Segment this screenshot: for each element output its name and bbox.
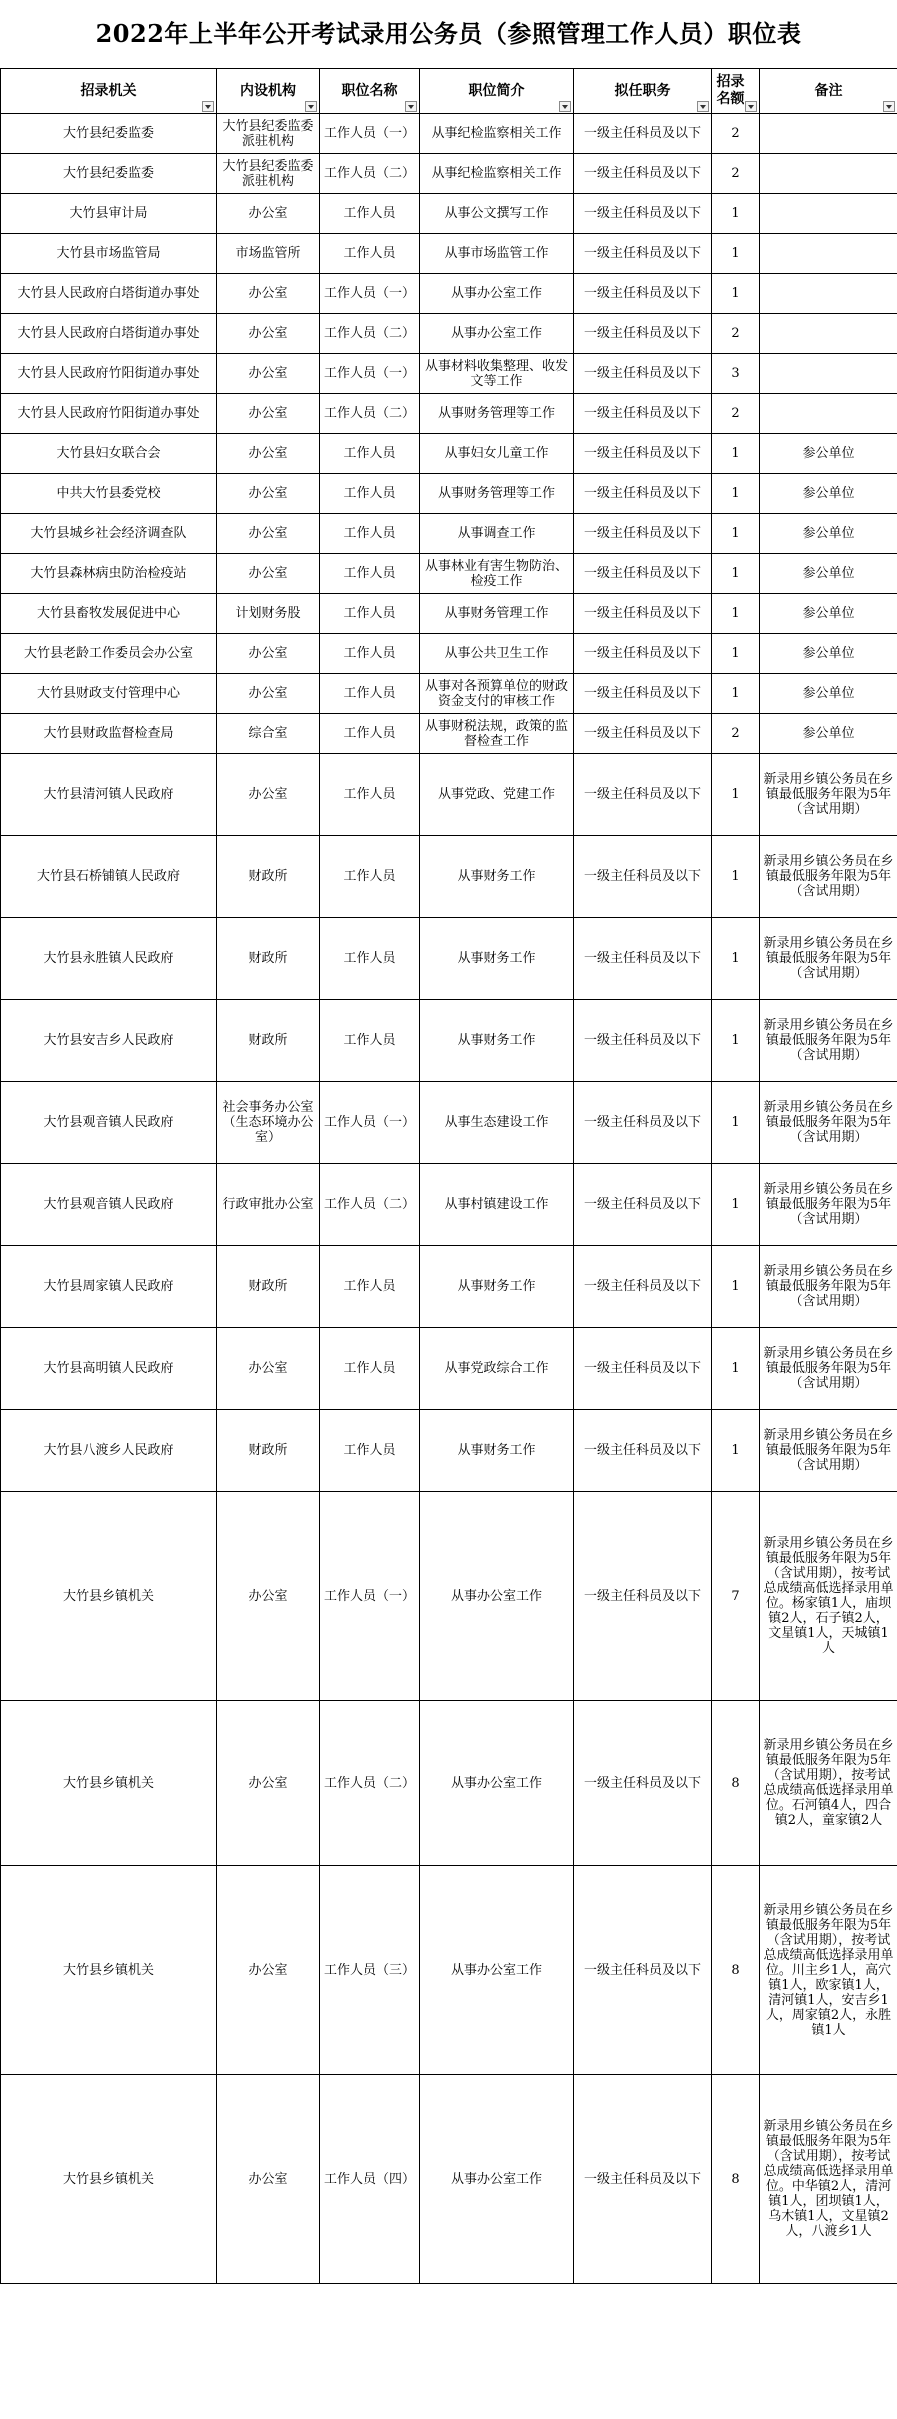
cell-dept: 财政所 bbox=[217, 918, 320, 1000]
cell-rank: 一级主任科员及以下 bbox=[574, 114, 712, 154]
cell-count: 1 bbox=[712, 514, 760, 554]
cell-count: 1 bbox=[712, 1246, 760, 1328]
cell-count: 1 bbox=[712, 194, 760, 234]
cell-dept: 办公室 bbox=[217, 274, 320, 314]
cell-agency: 大竹县人民政府白塔街道办事处 bbox=[1, 274, 217, 314]
cell-dept: 计划财务股 bbox=[217, 594, 320, 634]
table-row bbox=[1, 634, 897, 674]
table-row bbox=[1, 314, 897, 354]
cell-dept: 办公室 bbox=[217, 554, 320, 594]
cell-count: 1 bbox=[712, 474, 760, 514]
cell-desc: 从事财务管理等工作 bbox=[420, 474, 574, 514]
cell-rank: 一级主任科员及以下 bbox=[574, 918, 712, 1000]
cell-remarks: 参公单位 bbox=[760, 474, 897, 514]
cell-agency: 大竹县城乡社会经济调查队 bbox=[1, 514, 217, 554]
cell-position: 工作人员 bbox=[320, 594, 420, 634]
cell-rank: 一级主任科员及以下 bbox=[574, 1246, 712, 1328]
cell-position: 工作人员（一） bbox=[320, 114, 420, 154]
cell-rank: 一级主任科员及以下 bbox=[574, 1000, 712, 1082]
table-row bbox=[1, 1410, 897, 1492]
cell-dept: 办公室 bbox=[217, 754, 320, 836]
cell-rank: 一级主任科员及以下 bbox=[574, 754, 712, 836]
table-row bbox=[1, 474, 897, 514]
cell-dept: 财政所 bbox=[217, 836, 320, 918]
table-row bbox=[1, 1082, 897, 1164]
table-row bbox=[1, 114, 897, 154]
cell-dept: 办公室 bbox=[217, 434, 320, 474]
cell-position: 工作人员 bbox=[320, 836, 420, 918]
cell-count: 1 bbox=[712, 918, 760, 1000]
cell-position: 工作人员（一） bbox=[320, 1082, 420, 1164]
cell-agency: 大竹县石桥铺镇人民政府 bbox=[1, 836, 217, 918]
cell-desc: 从事办公室工作 bbox=[420, 1492, 574, 1701]
cell-position: 工作人员 bbox=[320, 918, 420, 1000]
cell-dept: 办公室 bbox=[217, 2075, 320, 2284]
cell-desc: 从事市场监管工作 bbox=[420, 234, 574, 274]
cell-remarks bbox=[760, 114, 897, 154]
cell-dept: 财政所 bbox=[217, 1246, 320, 1328]
cell-desc: 从事财务管理工作 bbox=[420, 594, 574, 634]
cell-desc: 从事办公室工作 bbox=[420, 1701, 574, 1866]
cell-agency: 大竹县清河镇人民政府 bbox=[1, 754, 217, 836]
cell-desc: 从事调查工作 bbox=[420, 514, 574, 554]
header-count[interactable]: 招录名额 bbox=[712, 69, 760, 114]
cell-remarks: 新录用乡镇公务员在乡镇最低服务年限为5年（含试用期） bbox=[760, 1164, 897, 1246]
cell-count: 1 bbox=[712, 1410, 760, 1492]
cell-dept: 财政所 bbox=[217, 1000, 320, 1082]
cell-desc: 从事党政综合工作 bbox=[420, 1328, 574, 1410]
cell-agency: 大竹县八渡乡人民政府 bbox=[1, 1410, 217, 1492]
cell-rank: 一级主任科员及以下 bbox=[574, 1701, 712, 1866]
cell-dept: 办公室 bbox=[217, 1701, 320, 1866]
cell-desc: 从事公文撰写工作 bbox=[420, 194, 574, 234]
table-row bbox=[1, 1246, 897, 1328]
cell-dept: 社会事务办公室（生态环境办公室） bbox=[217, 1082, 320, 1164]
cell-position: 工作人员（一） bbox=[320, 354, 420, 394]
cell-count: 2 bbox=[712, 714, 760, 754]
cell-count: 7 bbox=[712, 1492, 760, 1701]
cell-agency: 大竹县财政支付管理中心 bbox=[1, 674, 217, 714]
cell-rank: 一级主任科员及以下 bbox=[574, 674, 712, 714]
cell-remarks: 新录用乡镇公务员在乡镇最低服务年限为5年（含试用期） bbox=[760, 1246, 897, 1328]
table-row bbox=[1, 754, 897, 836]
cell-dept: 办公室 bbox=[217, 474, 320, 514]
cell-count: 2 bbox=[712, 154, 760, 194]
dropdown-filter-icon[interactable] bbox=[559, 101, 571, 112]
cell-dept: 办公室 bbox=[217, 1866, 320, 2075]
cell-agency: 大竹县周家镇人民政府 bbox=[1, 1246, 217, 1328]
table-row bbox=[1, 434, 897, 474]
cell-count: 1 bbox=[712, 754, 760, 836]
cell-agency: 大竹县审计局 bbox=[1, 194, 217, 234]
cell-count: 2 bbox=[712, 114, 760, 154]
cell-position: 工作人员（四） bbox=[320, 2075, 420, 2284]
cell-dept: 行政审批办公室 bbox=[217, 1164, 320, 1246]
header-dept[interactable]: 内设机构 bbox=[217, 69, 320, 114]
positions-table bbox=[0, 68, 897, 2284]
cell-remarks: 新录用乡镇公务员在乡镇最低服务年限为5年（含试用期） bbox=[760, 836, 897, 918]
cell-count: 1 bbox=[712, 594, 760, 634]
cell-count: 1 bbox=[712, 274, 760, 314]
cell-count: 8 bbox=[712, 1866, 760, 2075]
cell-rank: 一级主任科员及以下 bbox=[574, 274, 712, 314]
dropdown-filter-icon[interactable] bbox=[202, 101, 214, 112]
cell-rank: 一级主任科员及以下 bbox=[574, 594, 712, 634]
cell-count: 1 bbox=[712, 836, 760, 918]
cell-rank: 一级主任科员及以下 bbox=[574, 2075, 712, 2284]
dropdown-filter-icon[interactable] bbox=[305, 101, 317, 112]
table-row bbox=[1, 194, 897, 234]
cell-dept: 办公室 bbox=[217, 354, 320, 394]
cell-desc: 从事生态建设工作 bbox=[420, 1082, 574, 1164]
cell-dept: 办公室 bbox=[217, 514, 320, 554]
cell-desc: 从事妇女儿童工作 bbox=[420, 434, 574, 474]
cell-remarks: 参公单位 bbox=[760, 514, 897, 554]
cell-count: 1 bbox=[712, 434, 760, 474]
table-row bbox=[1, 354, 897, 394]
table-row bbox=[1, 154, 897, 194]
page-title: 2022年上半年公开考试录用公务员（参照管理工作人员）职位表 bbox=[95, 19, 802, 48]
table-header-row bbox=[1, 69, 897, 114]
cell-count: 1 bbox=[712, 234, 760, 274]
cell-agency: 大竹县乡镇机关 bbox=[1, 1701, 217, 1866]
cell-count: 3 bbox=[712, 354, 760, 394]
header-agency[interactable]: 招录机关 bbox=[1, 69, 217, 114]
cell-position: 工作人员（二） bbox=[320, 394, 420, 434]
cell-desc: 从事财税法规，政策的监督检查工作 bbox=[420, 714, 574, 754]
table-row bbox=[1, 394, 897, 434]
cell-position: 工作人员（一） bbox=[320, 1492, 420, 1701]
cell-agency: 大竹县人民政府竹阳街道办事处 bbox=[1, 354, 217, 394]
cell-remarks: 参公单位 bbox=[760, 434, 897, 474]
cell-position: 工作人员 bbox=[320, 1000, 420, 1082]
cell-agency: 中共大竹县委党校 bbox=[1, 474, 217, 514]
table-row bbox=[1, 918, 897, 1000]
cell-desc: 从事对各预算单位的财政资金支付的审核工作 bbox=[420, 674, 574, 714]
cell-position: 工作人员 bbox=[320, 434, 420, 474]
table-row bbox=[1, 274, 897, 314]
cell-desc: 从事纪检监察相关工作 bbox=[420, 154, 574, 194]
cell-remarks: 新录用乡镇公务员在乡镇最低服务年限为5年（含试用期），按考试总成绩高低选择录用单位。中华镇2人，清河镇1人，团坝镇1人，乌木镇1人，文星镇2人，八渡乡1人 bbox=[760, 2075, 897, 2284]
dropdown-filter-icon[interactable] bbox=[405, 101, 417, 112]
cell-remarks: 新录用乡镇公务员在乡镇最低服务年限为5年（含试用期） bbox=[760, 1000, 897, 1082]
cell-position: 工作人员 bbox=[320, 674, 420, 714]
cell-rank: 一级主任科员及以下 bbox=[574, 434, 712, 474]
cell-desc: 从事办公室工作 bbox=[420, 314, 574, 354]
cell-desc: 从事公共卫生工作 bbox=[420, 634, 574, 674]
table-row bbox=[1, 1328, 897, 1410]
table-row bbox=[1, 674, 897, 714]
cell-desc: 从事财务工作 bbox=[420, 1246, 574, 1328]
cell-rank: 一级主任科员及以下 bbox=[574, 1866, 712, 2075]
cell-remarks: 新录用乡镇公务员在乡镇最低服务年限为5年（含试用期） bbox=[760, 1082, 897, 1164]
table-row bbox=[1, 554, 897, 594]
cell-dept: 办公室 bbox=[217, 394, 320, 434]
cell-count: 1 bbox=[712, 1164, 760, 1246]
cell-count: 1 bbox=[712, 1082, 760, 1164]
cell-agency: 大竹县纪委监委 bbox=[1, 154, 217, 194]
cell-remarks: 参公单位 bbox=[760, 714, 897, 754]
cell-desc: 从事纪检监察相关工作 bbox=[420, 114, 574, 154]
cell-dept: 办公室 bbox=[217, 634, 320, 674]
cell-remarks: 参公单位 bbox=[760, 634, 897, 674]
cell-remarks: 新录用乡镇公务员在乡镇最低服务年限为5年（含试用期） bbox=[760, 918, 897, 1000]
cell-remarks: 新录用乡镇公务员在乡镇最低服务年限为5年（含试用期），按考试总成绩高低选择录用单位。杨家镇1人，庙坝镇2人，石子镇2人，文星镇1人，天城镇1人 bbox=[760, 1492, 897, 1701]
cell-rank: 一级主任科员及以下 bbox=[574, 394, 712, 434]
cell-agency: 大竹县市场监管局 bbox=[1, 234, 217, 274]
cell-desc: 从事财务工作 bbox=[420, 1000, 574, 1082]
table-row bbox=[1, 714, 897, 754]
cell-remarks bbox=[760, 154, 897, 194]
cell-remarks bbox=[760, 194, 897, 234]
cell-position: 工作人员 bbox=[320, 194, 420, 234]
cell-desc: 从事办公室工作 bbox=[420, 1866, 574, 2075]
cell-rank: 一级主任科员及以下 bbox=[574, 354, 712, 394]
cell-count: 1 bbox=[712, 674, 760, 714]
cell-agency: 大竹县妇女联合会 bbox=[1, 434, 217, 474]
table-row bbox=[1, 234, 897, 274]
cell-rank: 一级主任科员及以下 bbox=[574, 314, 712, 354]
cell-dept: 办公室 bbox=[217, 314, 320, 354]
cell-position: 工作人员 bbox=[320, 554, 420, 594]
cell-agency: 大竹县高明镇人民政府 bbox=[1, 1328, 217, 1410]
cell-rank: 一级主任科员及以下 bbox=[574, 1082, 712, 1164]
cell-desc: 从事办公室工作 bbox=[420, 2075, 574, 2284]
cell-desc: 从事办公室工作 bbox=[420, 274, 574, 314]
cell-count: 2 bbox=[712, 394, 760, 434]
cell-remarks bbox=[760, 354, 897, 394]
cell-position: 工作人员 bbox=[320, 1410, 420, 1492]
cell-position: 工作人员 bbox=[320, 754, 420, 836]
cell-desc: 从事财务工作 bbox=[420, 836, 574, 918]
cell-rank: 一级主任科员及以下 bbox=[574, 1164, 712, 1246]
cell-remarks: 新录用乡镇公务员在乡镇最低服务年限为5年（含试用期） bbox=[760, 1328, 897, 1410]
table-row bbox=[1, 1866, 897, 2075]
cell-count: 8 bbox=[712, 1701, 760, 1866]
cell-desc: 从事材料收集整理、收发文等工作 bbox=[420, 354, 574, 394]
dropdown-filter-icon[interactable] bbox=[697, 101, 709, 112]
cell-position: 工作人员（二） bbox=[320, 314, 420, 354]
cell-agency: 大竹县乡镇机关 bbox=[1, 1866, 217, 2075]
cell-agency: 大竹县财政监督检查局 bbox=[1, 714, 217, 754]
table-row bbox=[1, 1492, 897, 1701]
table-row bbox=[1, 1701, 897, 1866]
cell-position: 工作人员 bbox=[320, 1246, 420, 1328]
cell-rank: 一级主任科员及以下 bbox=[574, 836, 712, 918]
table-row bbox=[1, 1164, 897, 1246]
cell-dept: 大竹县纪委监委派驻机构 bbox=[217, 114, 320, 154]
cell-rank: 一级主任科员及以下 bbox=[574, 634, 712, 674]
cell-dept: 办公室 bbox=[217, 1328, 320, 1410]
cell-count: 1 bbox=[712, 554, 760, 594]
cell-position: 工作人员 bbox=[320, 234, 420, 274]
cell-rank: 一级主任科员及以下 bbox=[574, 1410, 712, 1492]
cell-remarks: 新录用乡镇公务员在乡镇最低服务年限为5年（含试用期），按考试总成绩高低选择录用单位。石河镇4人，四合镇2人，童家镇2人 bbox=[760, 1701, 897, 1866]
cell-desc: 从事财务管理等工作 bbox=[420, 394, 574, 434]
cell-desc: 从事林业有害生物防治、检疫工作 bbox=[420, 554, 574, 594]
cell-count: 8 bbox=[712, 2075, 760, 2284]
cell-position: 工作人员 bbox=[320, 514, 420, 554]
cell-position: 工作人员 bbox=[320, 714, 420, 754]
cell-agency: 大竹县森林病虫防治检疫站 bbox=[1, 554, 217, 594]
cell-remarks: 参公单位 bbox=[760, 554, 897, 594]
cell-remarks: 新录用乡镇公务员在乡镇最低服务年限为5年（含试用期） bbox=[760, 754, 897, 836]
cell-position: 工作人员 bbox=[320, 474, 420, 514]
cell-remarks bbox=[760, 274, 897, 314]
cell-agency: 大竹县安吉乡人民政府 bbox=[1, 1000, 217, 1082]
cell-remarks: 参公单位 bbox=[760, 594, 897, 634]
cell-remarks bbox=[760, 394, 897, 434]
cell-position: 工作人员（三） bbox=[320, 1866, 420, 2075]
cell-desc: 从事村镇建设工作 bbox=[420, 1164, 574, 1246]
cell-rank: 一级主任科员及以下 bbox=[574, 234, 712, 274]
cell-dept: 市场监管所 bbox=[217, 234, 320, 274]
header-remarks[interactable]: 备注 bbox=[760, 69, 897, 114]
cell-count: 1 bbox=[712, 1000, 760, 1082]
header-rank[interactable]: 拟任职务 bbox=[574, 69, 712, 114]
cell-rank: 一级主任科员及以下 bbox=[574, 554, 712, 594]
cell-rank: 一级主任科员及以下 bbox=[574, 474, 712, 514]
cell-dept: 办公室 bbox=[217, 1492, 320, 1701]
cell-count: 1 bbox=[712, 634, 760, 674]
cell-position: 工作人员 bbox=[320, 1328, 420, 1410]
dropdown-filter-icon[interactable] bbox=[883, 101, 895, 112]
cell-agency: 大竹县观音镇人民政府 bbox=[1, 1164, 217, 1246]
cell-position: 工作人员（一） bbox=[320, 274, 420, 314]
header-position[interactable]: 职位名称 bbox=[320, 69, 420, 114]
cell-remarks: 参公单位 bbox=[760, 674, 897, 714]
cell-agency: 大竹县人民政府竹阳街道办事处 bbox=[1, 394, 217, 434]
table-row bbox=[1, 514, 897, 554]
cell-agency: 大竹县畜牧发展促进中心 bbox=[1, 594, 217, 634]
cell-desc: 从事党政、党建工作 bbox=[420, 754, 574, 836]
cell-position: 工作人员（二） bbox=[320, 154, 420, 194]
cell-desc: 从事财务工作 bbox=[420, 1410, 574, 1492]
table-row bbox=[1, 594, 897, 634]
cell-dept: 办公室 bbox=[217, 194, 320, 234]
cell-agency: 大竹县人民政府白塔街道办事处 bbox=[1, 314, 217, 354]
dropdown-filter-icon[interactable] bbox=[745, 101, 757, 112]
cell-rank: 一级主任科员及以下 bbox=[574, 194, 712, 234]
cell-rank: 一级主任科员及以下 bbox=[574, 514, 712, 554]
cell-agency: 大竹县乡镇机关 bbox=[1, 1492, 217, 1701]
table-row bbox=[1, 836, 897, 918]
cell-position: 工作人员（二） bbox=[320, 1701, 420, 1866]
header-desc[interactable]: 职位简介 bbox=[420, 69, 574, 114]
cell-rank: 一级主任科员及以下 bbox=[574, 1492, 712, 1701]
table-row bbox=[1, 1000, 897, 1082]
cell-agency: 大竹县乡镇机关 bbox=[1, 2075, 217, 2284]
cell-position: 工作人员（二） bbox=[320, 1164, 420, 1246]
cell-dept: 综合室 bbox=[217, 714, 320, 754]
cell-remarks bbox=[760, 234, 897, 274]
cell-rank: 一级主任科员及以下 bbox=[574, 154, 712, 194]
cell-rank: 一级主任科员及以下 bbox=[574, 714, 712, 754]
cell-remarks: 新录用乡镇公务员在乡镇最低服务年限为5年（含试用期），按考试总成绩高低选择录用单位。川主乡1人，高穴镇1人，欧家镇1人，清河镇1人，安吉乡1人，周家镇2人，永胜镇1人 bbox=[760, 1866, 897, 2075]
cell-agency: 大竹县观音镇人民政府 bbox=[1, 1082, 217, 1164]
cell-dept: 财政所 bbox=[217, 1410, 320, 1492]
cell-dept: 办公室 bbox=[217, 674, 320, 714]
cell-position: 工作人员 bbox=[320, 634, 420, 674]
cell-agency: 大竹县老龄工作委员会办公室 bbox=[1, 634, 217, 674]
cell-agency: 大竹县纪委监委 bbox=[1, 114, 217, 154]
cell-desc: 从事财务工作 bbox=[420, 918, 574, 1000]
cell-remarks: 新录用乡镇公务员在乡镇最低服务年限为5年（含试用期） bbox=[760, 1410, 897, 1492]
cell-remarks bbox=[760, 314, 897, 354]
table-row bbox=[1, 2075, 897, 2284]
cell-count: 1 bbox=[712, 1328, 760, 1410]
cell-agency: 大竹县永胜镇人民政府 bbox=[1, 918, 217, 1000]
cell-rank: 一级主任科员及以下 bbox=[574, 1328, 712, 1410]
cell-count: 2 bbox=[712, 314, 760, 354]
cell-dept: 大竹县纪委监委派驻机构 bbox=[217, 154, 320, 194]
